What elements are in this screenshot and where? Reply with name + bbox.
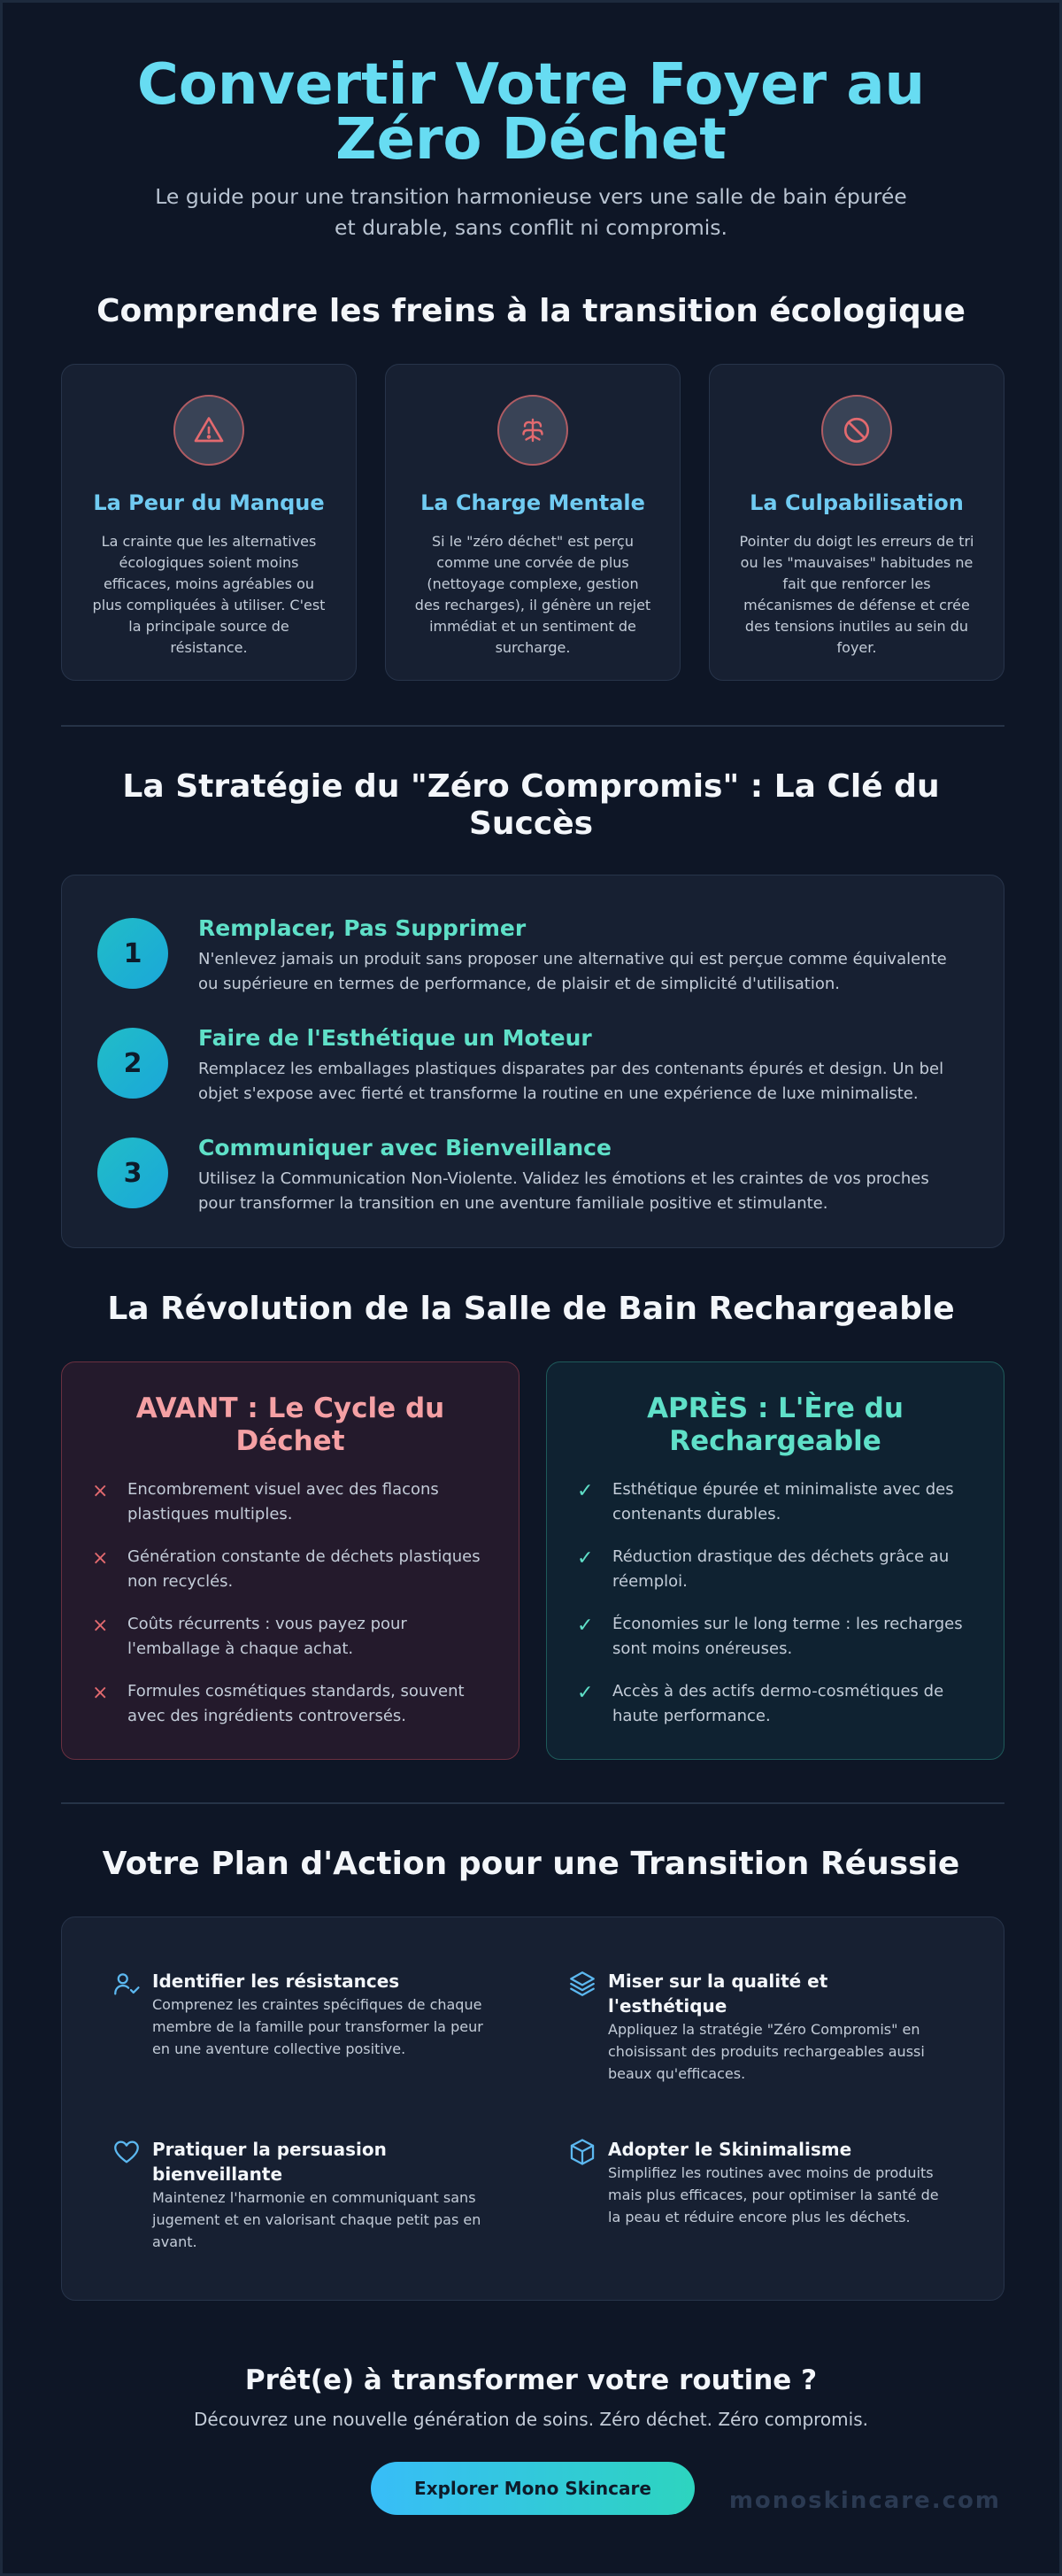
barrier-card-mental-load bbox=[385, 364, 681, 681]
step-text: N'enlevez jamais un produit sans proposer une alternative qui est perçue comme équivalente ou supérieure en termes de performance, de plaisir et de simplicité d'utilisation. bbox=[198, 950, 947, 993]
user-check-icon bbox=[112, 1969, 143, 2001]
strategy-title: La Stratégie du "Zéro Compromis" : La Clé du Succès bbox=[122, 768, 940, 842]
list-item: × Formules cosmétiques standards, souvent avec des ingrédients controversés. bbox=[92, 1682, 465, 1725]
step-title: Communiquer avec Bienveillance bbox=[198, 1135, 612, 1161]
step-text: Utilisez la Communication Non-Violente. Validez les émotions et les craintes de vos proches pour transformer la transition en une aventure familiale positive et stimulante. bbox=[198, 1169, 929, 1213]
section-divider bbox=[61, 1802, 1004, 1804]
cross-icon: × bbox=[92, 1682, 109, 1704]
heart-icon bbox=[112, 2137, 143, 2169]
check-icon: ✓ bbox=[577, 1480, 594, 1502]
barrier-card-title: La Culpabilisation bbox=[750, 490, 964, 515]
cta-subtitle: Découvrez une nouvelle génération de soins. Zéro déchet. Zéro compromis. bbox=[194, 2409, 868, 2430]
brand-watermark: monoskincare.com bbox=[728, 2487, 1001, 2514]
section-divider bbox=[61, 725, 1004, 727]
call-to-action bbox=[3, 2364, 1059, 2430]
plan-item-title: Pratiquer la persuasion bienveillante bbox=[152, 2139, 387, 2185]
list-item: ✓ Économies sur le long terme : les recharges sont moins onéreuses. bbox=[577, 1615, 963, 1658]
prohibited-icon bbox=[821, 395, 892, 466]
box-icon bbox=[567, 2137, 599, 2169]
plan-item-text: Maintenez l'harmonie en communiquant sans jugement et en valorisant chaque petit pas en avant. bbox=[152, 2189, 481, 2250]
barrier-card-title: La Charge Mentale bbox=[420, 490, 645, 515]
step-text: Remplacez les emballages plastiques disparates par des contenants épurés et design. Un bel objet s'expose avec fierté et transforme la routine en une expérience de luxe minimaliste. bbox=[198, 1060, 944, 1103]
step-number-badge: 3 bbox=[97, 1138, 168, 1208]
cta-title: Prêt(e) à transformer votre routine ? bbox=[244, 2364, 818, 2396]
cross-icon: × bbox=[92, 1480, 109, 1502]
revolution-title: La Révolution de la Salle de Bain Rechargeable bbox=[107, 1291, 955, 1327]
step-number-badge: 1 bbox=[97, 918, 168, 989]
before-title: AVANT : Le Cycle du Déchet bbox=[135, 1392, 445, 1457]
after-title: APRÈS : L'Ère du Rechargeable bbox=[647, 1392, 904, 1457]
step-title: Faire de l'Esthétique un Moteur bbox=[198, 1025, 592, 1051]
explore-mono-skincare-button[interactable]: Explorer Mono Skincare bbox=[371, 2462, 695, 2515]
strategy-panel bbox=[61, 875, 1004, 1248]
action-plan-panel bbox=[61, 1917, 1004, 2301]
step-number-badge: 2 bbox=[97, 1028, 168, 1099]
plan-item-title: Miser sur la qualité et l'esthétique bbox=[608, 1971, 828, 2017]
plan-item-title: Identifier les résistances bbox=[152, 1971, 400, 1992]
brain-icon bbox=[497, 395, 568, 466]
plan-item-title: Adopter le Skinimalisme bbox=[608, 2139, 852, 2160]
before-card bbox=[61, 1361, 519, 1760]
plan-item-text: Simplifiez les routines avec moins de produits mais plus efficaces, pour optimiser la santé de la peau et réduire encore plus les déchets. bbox=[608, 2164, 939, 2225]
hero bbox=[3, 3, 1059, 243]
barrier-card-title: La Peur du Manque bbox=[93, 490, 325, 515]
plan-title: Votre Plan d'Action pour une Transition Réussie bbox=[102, 1846, 960, 1882]
after-card bbox=[546, 1361, 1004, 1760]
plan-item-text: Appliquez la stratégie "Zéro Compromis" en choisissant des produits rechargeables aussi beaux qu'efficaces. bbox=[608, 2021, 925, 2082]
check-icon: ✓ bbox=[577, 1547, 594, 1570]
barriers-title: Comprendre les freins à la transition écologique bbox=[96, 293, 966, 329]
cross-icon: × bbox=[92, 1547, 109, 1570]
page-subtitle: Le guide pour une transition harmonieuse vers une salle de bain épurée et durable, sans conflit ni compromis. bbox=[155, 184, 907, 240]
barrier-card-fear bbox=[61, 364, 357, 681]
barrier-card-text: Si le "zéro déchet" est perçu comme une corvée de plus (nettoyage complexe, gestion des recharges), il génère un rejet immédiat et un sentiment de surcharge. bbox=[414, 533, 651, 656]
list-item: ✓ Accès à des actifs dermo-cosmétiques de haute performance. bbox=[577, 1682, 944, 1725]
step-title: Remplacer, Pas Supprimer bbox=[198, 915, 527, 941]
list-item: ✓ Réduction drastique des déchets grâce au réemploi. bbox=[577, 1547, 950, 1591]
barrier-card-text: Pointer du doigt les erreurs de tri ou les "mauvaises" habitudes ne fait que renforcer les mécanismes de défense et crée des tensions inutiles au sein du foyer. bbox=[739, 533, 974, 656]
barrier-card-text: La crainte que les alternatives écologiques soient moins efficaces, moins agréables ou plus compliquées à utiliser. C'est la principale source de résistance. bbox=[92, 533, 326, 656]
layers-icon bbox=[567, 1969, 599, 2001]
cross-icon: × bbox=[92, 1615, 109, 1637]
page-title: Convertir Votre Foyer au Zéro Déchet bbox=[136, 52, 926, 173]
list-item: × Encombrement visuel avec des flacons plastiques multiples. bbox=[92, 1480, 439, 1523]
plan-item-text: Comprenez les craintes spécifiques de chaque membre de la famille pour transformer la peur en une aventure collective positive. bbox=[152, 1996, 483, 2057]
list-item: × Coûts récurrents : vous payez pour l'emballage à chaque achat. bbox=[92, 1615, 407, 1658]
check-icon: ✓ bbox=[577, 1682, 594, 1704]
check-icon: ✓ bbox=[577, 1615, 594, 1637]
after-list bbox=[547, 1477, 1004, 1747]
list-item: × Génération constante de déchets plastiques non recyclés. bbox=[92, 1547, 481, 1591]
before-list bbox=[62, 1477, 519, 1747]
barrier-card-guilt bbox=[709, 364, 1004, 681]
list-item: ✓ Esthétique épurée et minimaliste avec des contenants durables. bbox=[577, 1480, 954, 1523]
warning-triangle-icon bbox=[173, 395, 244, 466]
